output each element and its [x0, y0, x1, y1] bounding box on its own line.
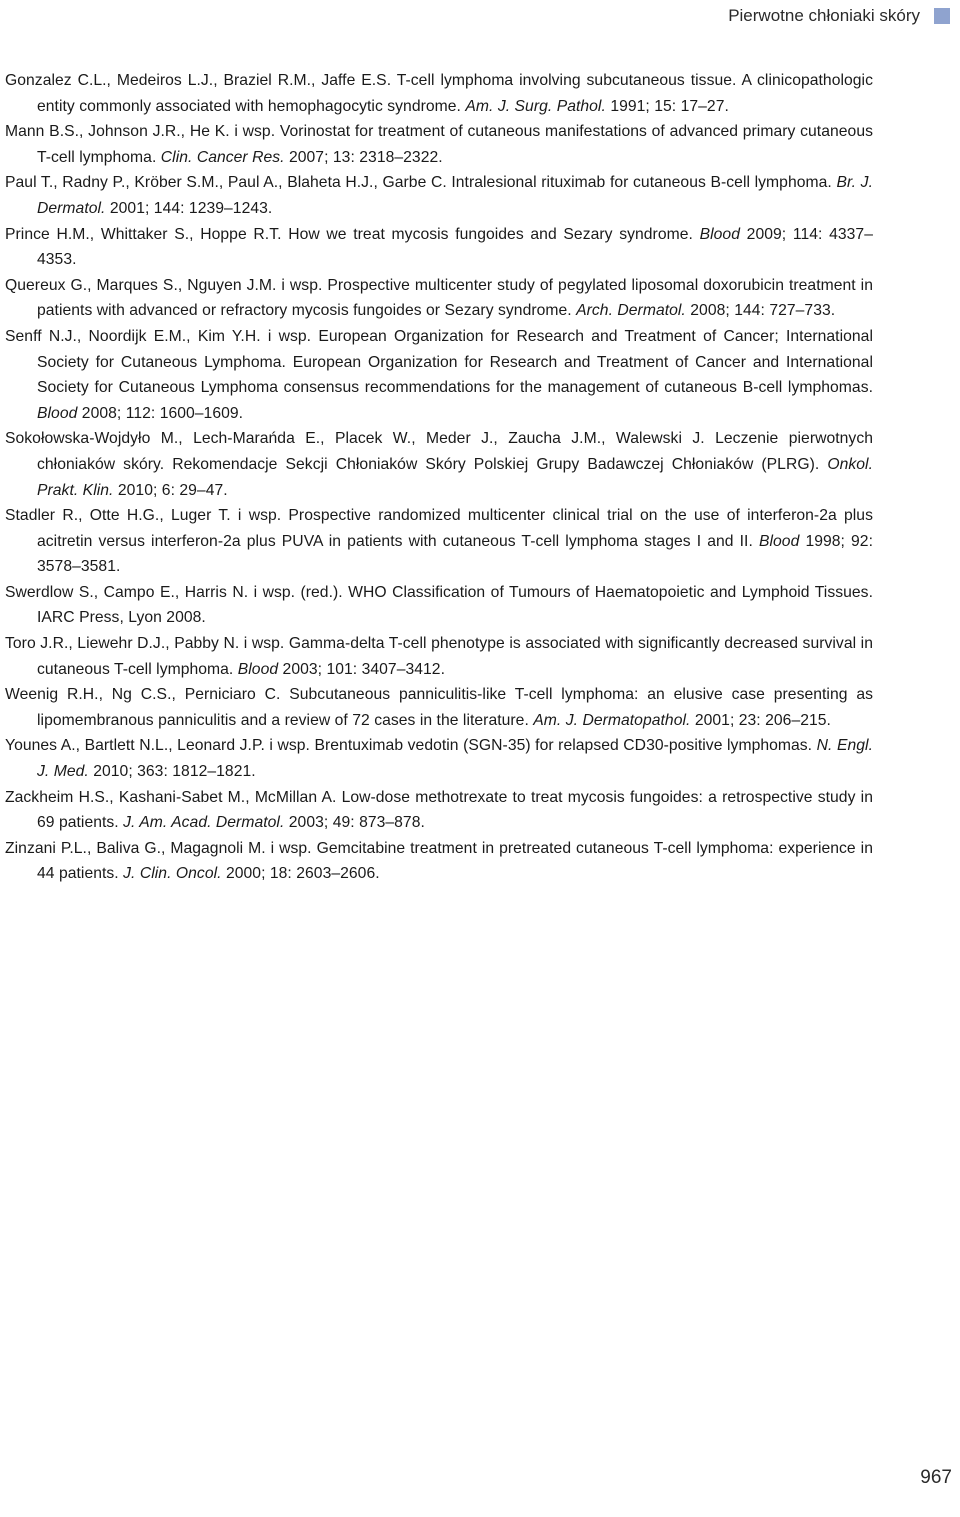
reference-entry — [5, 682, 873, 733]
header-square-icon — [934, 8, 950, 24]
reference-citation: 1998; 92: 3578–3581. — [37, 532, 873, 576]
reference-authors: Toro J.R., Liewehr D.J., Pabby N. i wsp. — [5, 635, 285, 653]
reference-citation: 2003; 49: 873–878. — [288, 814, 425, 832]
reference-citation: 2001; 144: 1239–1243. — [109, 199, 273, 217]
reference-journal: Blood — [37, 404, 78, 422]
reference-title: Intralesional rituximab for cutaneous B-cell lymphoma. — [451, 174, 832, 192]
reference-entry — [5, 631, 873, 682]
reference-authors: Zackheim H.S., Kashani-Sabet M., McMillan A. — [5, 788, 337, 806]
reference-authors: Senff N.J., Noordijk E.M., Kim Y.H. i wsp. — [5, 327, 312, 345]
reference-journal: Blood — [758, 532, 800, 550]
reference-title: Leczenie pierwotnych chłoniaków skóry. Rekomendacje Sekcji Chłoniaków Skóry Polskiej Grupy Badawczej Chłoniaków (PLRG). — [37, 430, 873, 473]
reference-journal: J. Am. Acad. Dermatol. — [123, 814, 285, 832]
reference-entry — [5, 170, 873, 221]
reference-title: How we treat mycosis fungoides and Sezary syndrome. — [288, 225, 693, 243]
reference-title: Low-dose methotrexate to treat mycosis fungoides: a retrospective study in 69 patients. — [37, 788, 873, 832]
reference-citation: 2008; 112: 1600–1609. — [81, 404, 244, 422]
reference-title: Brentuximab vedotin (SGN-35) for relapsed CD30-positive lymphomas. — [314, 737, 813, 755]
reference-citation: 1991; 15: 17–27. — [610, 97, 729, 115]
reference-citation: 2010; 6: 29–47. — [117, 481, 228, 499]
reference-title: Gamma-delta T-cell phenotype is associated with significantly decreased survival in cutaneous T-cell lymphoma. — [37, 635, 873, 678]
reference-journal: Am. J. Surg. Pathol. — [465, 97, 606, 115]
reference-title: Prospective multicenter study of pegylated liposomal doxorubicin treatment in patients with advanced or refractory mycosis fungoides or Sezary syndrome. — [37, 276, 873, 320]
reference-citation: 2007; 13: 2318–2322. — [288, 148, 443, 166]
reference-journal: Am. J. Dermatopathol. — [533, 711, 691, 729]
reference-entry — [5, 503, 873, 580]
reference-entry — [5, 785, 873, 836]
page-number: 967 — [920, 1467, 952, 1488]
reference-journal: Arch. Dermatol. — [576, 302, 686, 320]
reference-citation: 2003; 101: 3407–3412. — [282, 660, 445, 678]
reference-authors: Zinzani P.L., Baliva G., Magagnoli M. i wsp. — [5, 839, 312, 857]
reference-title: Subcutaneous panniculitis-like T-cell lymphoma: an elusive case presenting as lipomembranous panniculitis and a review of 72 cases in the literature. — [37, 686, 873, 729]
reference-entry — [5, 119, 873, 170]
reference-entry — [5, 324, 873, 426]
reference-title: Vorinostat for treatment of cutaneous manifestations of advanced primary cutaneous T-cell lymphoma. — [37, 123, 873, 166]
reference-journal: Blood — [237, 660, 279, 678]
reference-authors: Gonzalez C.L., Medeiros L.J., Braziel R.M., Jaffe E.S. — [5, 72, 392, 89]
running-header-title: Pierwotne chłoniaki skóry — [728, 6, 920, 25]
reference-authors: Swerdlow S., Campo E., Harris N. i wsp. (red.). — [5, 583, 343, 601]
reference-authors: Prince H.M., Whittaker S., Hoppe R.T. — [5, 225, 282, 243]
reference-journal: N. Engl. J. Med. — [37, 737, 873, 781]
reference-entry — [5, 68, 873, 119]
reference-title: T-cell lymphoma involving subcutaneous tissue. A clinicopathologic entity commonly associated with hemophagocytic syndrome. — [37, 72, 873, 115]
reference-title: European Organization for Research and Treatment of Cancer; International Society for Cutaneous Lymphoma. European Organization for Research and Treatment of Cancer and International Society for Cutaneous Lymphoma consensus recommendations for the management of cutaneous B-cell lymphomas. — [37, 327, 873, 397]
reference-citation: 2010; 363: 1812–1821. — [93, 763, 256, 781]
reference-citation: 2008; 144: 727–733. — [690, 302, 836, 320]
reference-entry — [5, 222, 873, 273]
reference-title: Gemcitabine treatment in pretreated cutaneous T-cell lymphoma: experience in 44 patients. — [37, 839, 873, 883]
reference-list — [5, 68, 873, 887]
reference-authors: Mann B.S., Johnson J.R., He K. i wsp. — [5, 123, 276, 141]
reference-title: Prospective randomized multicenter clinical trial on the use of interferon-2a plus acitretin versus interferon-2a plus PUVA in patients with cutaneous T-cell lymphoma stages I and II. — [37, 507, 873, 550]
reference-authors: Weenig R.H., Ng C.S., Perniciaro C. — [5, 686, 281, 704]
reference-entry — [5, 426, 873, 503]
reference-authors: Stadler R., Otte H.G., Luger T. i wsp. — [5, 507, 282, 525]
reference-journal: Blood — [699, 225, 740, 243]
reference-entry — [5, 836, 873, 887]
reference-journal: Br. J. Dermatol. — [37, 174, 873, 217]
reference-citation: 2000; 18: 2603–2606. — [225, 865, 380, 883]
reference-authors: Sokołowska-Wojdyło M., Lech-Marańda E., Placek W., Meder J., Zaucha J.M., Walewski J. — [5, 430, 705, 448]
reference-authors: Younes A., Bartlett N.L., Leonard J.P. i wsp. — [5, 737, 310, 755]
reference-entry — [5, 733, 873, 784]
reference-entry — [5, 580, 873, 631]
reference-journal: Onkol. Prakt. Klin. — [37, 455, 873, 499]
reference-citation: 2009; 114: 4337–4353. — [37, 225, 873, 269]
reference-journal: J. Clin. Oncol. — [123, 865, 222, 883]
reference-citation: 2001; 23: 206–215. — [694, 711, 831, 729]
reference-entry — [5, 273, 873, 324]
reference-authors: Quereux G., Marques S., Nguyen J.M. i wsp. — [5, 276, 323, 294]
reference-authors: Paul T., Radny P., Kröber S.M., Paul A., Blaheta H.J., Garbe C. — [5, 174, 447, 192]
reference-journal: Clin. Cancer Res. — [160, 148, 285, 166]
reference-title: WHO Classification of Tumours of Haematopoietic and Lymphoid Tissues. IARC Press, Lyon 2008. — [37, 583, 873, 627]
running-header — [728, 4, 950, 28]
